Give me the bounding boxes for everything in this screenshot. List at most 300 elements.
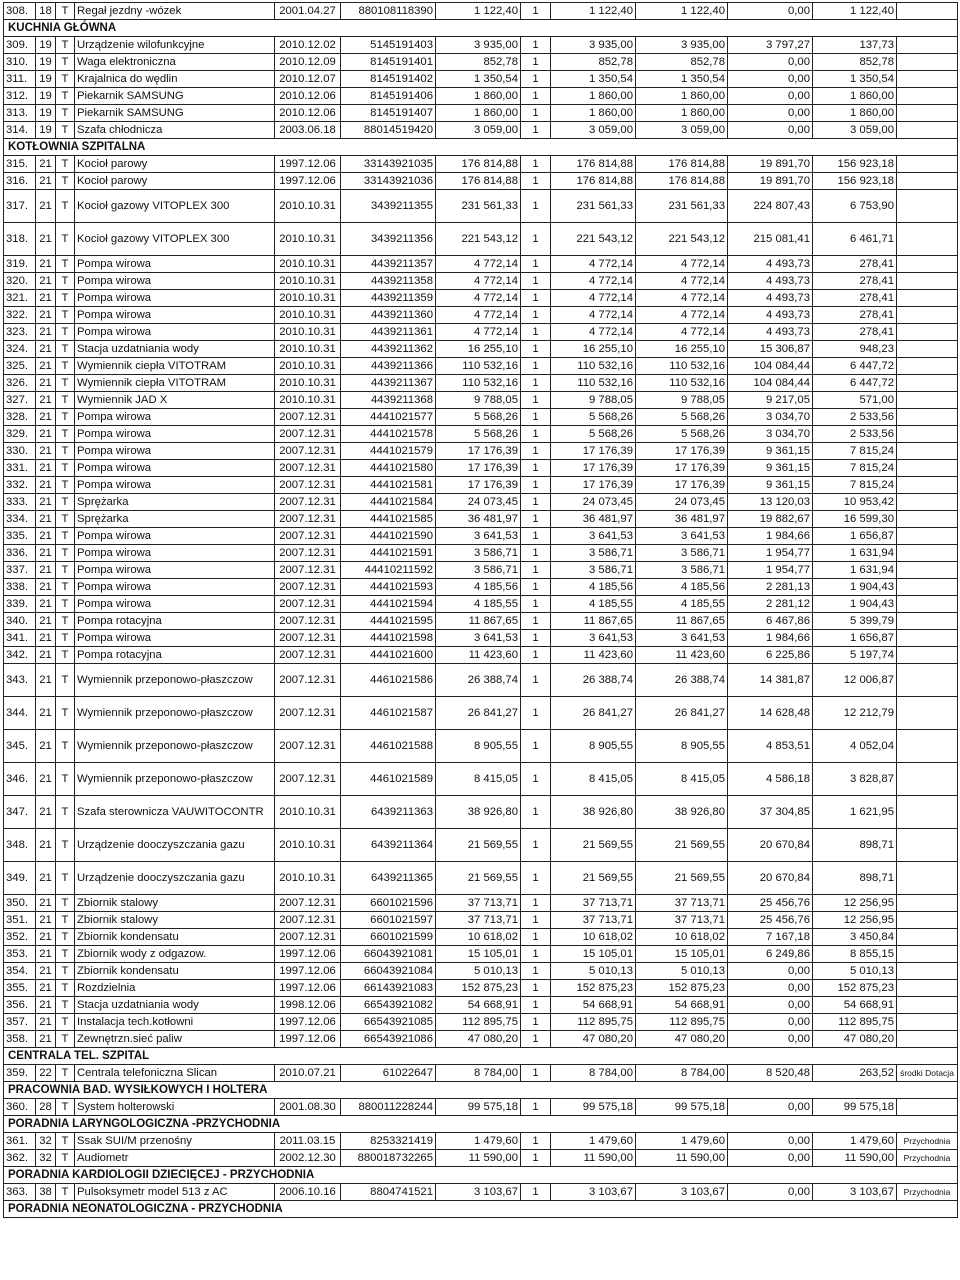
cell-value-2: 5 010,13 [551,963,636,980]
cell-group-code: 19 [36,71,56,88]
cell-group-code: 21 [36,545,56,562]
table-row [4,997,958,1014]
cell-inventory-number: 4439211360 [341,307,436,324]
cell-row-number: 315. [4,156,36,173]
cell-value-2: 4 185,56 [551,579,636,596]
cell-acquisition-date: 2010.12.06 [275,88,341,105]
cell-depreciation: 1 984,66 [728,630,813,647]
table-row [4,477,958,494]
cell-initial-value: 99 575,18 [436,1099,521,1116]
table-row [4,409,958,426]
cell-net-value: 4 052,04 [813,730,897,763]
cell-inventory-number: 4439211357 [341,256,436,273]
cell-acquisition-date: 1998.12.06 [275,997,341,1014]
cell-group-code: 21 [36,1014,56,1031]
cell-row-number: 342. [4,647,36,664]
cell-depreciation: 2 281,13 [728,579,813,596]
cell-asset-name: System holterowski [75,1099,275,1116]
cell-depreciation: 19 882,67 [728,511,813,528]
section-header-row [4,1116,958,1133]
cell-balance-value: 11 590,00 [636,1150,728,1167]
cell-type-code: T [56,562,75,579]
cell-remark [897,173,958,190]
cell-row-number: 319. [4,256,36,273]
cell-balance-value: 3 059,00 [636,122,728,139]
cell-depreciation: 3 797,27 [728,37,813,54]
table-row [4,647,958,664]
cell-net-value: 852,78 [813,54,897,71]
cell-net-value: 12 256,95 [813,912,897,929]
table-row [4,1065,958,1082]
cell-initial-value: 8 784,00 [436,1065,521,1082]
cell-group-code: 21 [36,273,56,290]
table-row [4,664,958,697]
cell-type-code: T [56,796,75,829]
cell-remark [897,664,958,697]
cell-acquisition-date: 2010.10.31 [275,341,341,358]
cell-asset-name: Pompa wirowa [75,324,275,341]
cell-inventory-number: 66043921081 [341,946,436,963]
cell-balance-value: 221 543,12 [636,223,728,256]
cell-inventory-number: 4461021586 [341,664,436,697]
cell-remark [897,409,958,426]
cell-group-code: 21 [36,997,56,1014]
cell-balance-value: 5 568,26 [636,426,728,443]
cell-quantity: 1 [521,730,551,763]
section-header-row [4,1201,958,1218]
cell-net-value: 47 080,20 [813,1031,897,1048]
cell-row-number: 350. [4,895,36,912]
cell-net-value: 54 668,91 [813,997,897,1014]
cell-quantity: 1 [521,88,551,105]
cell-group-code: 21 [36,596,56,613]
cell-row-number: 352. [4,929,36,946]
cell-quantity: 1 [521,156,551,173]
cell-remark [897,912,958,929]
cell-net-value: 99 575,18 [813,1099,897,1116]
cell-type-code: T [56,1031,75,1048]
cell-inventory-number: 3439211356 [341,223,436,256]
cell-value-2: 47 080,20 [551,1031,636,1048]
cell-asset-name: Pompa wirowa [75,307,275,324]
cell-acquisition-date: 1997.12.06 [275,1014,341,1031]
cell-row-number: 359. [4,1065,36,1082]
cell-depreciation: 9 217,05 [728,392,813,409]
cell-balance-value: 9 788,05 [636,392,728,409]
table-row [4,460,958,477]
cell-remark [897,54,958,71]
section-title: KOTŁOWNIA SZPITALNA [4,139,958,156]
cell-net-value: 1 631,94 [813,562,897,579]
cell-value-2: 176 814,88 [551,173,636,190]
cell-acquisition-date: 2010.10.31 [275,358,341,375]
cell-net-value: 5 197,74 [813,647,897,664]
cell-asset-name: Pompa wirowa [75,579,275,596]
cell-remark [897,443,958,460]
cell-asset-name: Zbiornik wody z odgazow. [75,946,275,963]
cell-inventory-number: 4439211362 [341,341,436,358]
cell-depreciation: 8 520,48 [728,1065,813,1082]
cell-type-code: T [56,929,75,946]
cell-quantity: 1 [521,1150,551,1167]
cell-group-code: 22 [36,1065,56,1082]
cell-group-code: 21 [36,980,56,997]
cell-row-number: 344. [4,697,36,730]
cell-group-code: 21 [36,730,56,763]
cell-type-code: T [56,88,75,105]
cell-group-code: 21 [36,929,56,946]
cell-value-2: 221 543,12 [551,223,636,256]
table-row [4,341,958,358]
cell-row-number: 318. [4,223,36,256]
table-row [4,173,958,190]
cell-net-value: 278,41 [813,324,897,341]
cell-balance-value: 4 772,14 [636,307,728,324]
cell-row-number: 347. [4,796,36,829]
cell-group-code: 21 [36,946,56,963]
table-row [4,730,958,763]
section-header-row [4,139,958,156]
cell-balance-value: 10 618,02 [636,929,728,946]
cell-acquisition-date: 2007.12.31 [275,562,341,579]
cell-quantity: 1 [521,511,551,528]
cell-value-2: 38 926,80 [551,796,636,829]
cell-balance-value: 852,78 [636,54,728,71]
cell-value-2: 1 860,00 [551,105,636,122]
cell-remark [897,895,958,912]
cell-quantity: 1 [521,392,551,409]
cell-type-code: T [56,426,75,443]
cell-asset-name: Kocioł gazowy VITOPLEX 300 [75,190,275,223]
cell-balance-value: 3 641,53 [636,630,728,647]
cell-row-number: 326. [4,375,36,392]
cell-group-code: 19 [36,37,56,54]
cell-group-code: 19 [36,88,56,105]
cell-inventory-number: 61022647 [341,1065,436,1082]
cell-quantity: 1 [521,341,551,358]
cell-quantity: 1 [521,358,551,375]
cell-net-value: 3 828,87 [813,763,897,796]
cell-remark [897,156,958,173]
table-row [4,54,958,71]
cell-row-number: 332. [4,477,36,494]
cell-type-code: T [56,156,75,173]
cell-remark [897,647,958,664]
cell-group-code: 21 [36,290,56,307]
cell-initial-value: 54 668,91 [436,997,521,1014]
cell-depreciation: 0,00 [728,88,813,105]
cell-depreciation: 3 034,70 [728,409,813,426]
cell-asset-name: Kocioł parowy [75,156,275,173]
cell-asset-name: Wymiennik ciepła VITOTRAM [75,358,275,375]
cell-remark [897,273,958,290]
cell-inventory-number: 8145191407 [341,105,436,122]
cell-row-number: 320. [4,273,36,290]
cell-asset-name: Wymiennik przeponowo-płaszczow [75,763,275,796]
cell-balance-value: 11 423,60 [636,647,728,664]
cell-balance-value: 26 841,27 [636,697,728,730]
cell-quantity: 1 [521,54,551,71]
cell-balance-value: 38 926,80 [636,796,728,829]
cell-depreciation: 3 034,70 [728,426,813,443]
cell-row-number: 362. [4,1150,36,1167]
cell-inventory-number: 3439211355 [341,190,436,223]
cell-remark [897,324,958,341]
table-row [4,290,958,307]
cell-asset-name: Wymiennik JAD X [75,392,275,409]
table-row [4,1099,958,1116]
cell-balance-value: 152 875,23 [636,980,728,997]
cell-quantity: 1 [521,477,551,494]
cell-initial-value: 1 479,60 [436,1133,521,1150]
cell-depreciation: 4 586,18 [728,763,813,796]
cell-initial-value: 10 618,02 [436,929,521,946]
cell-acquisition-date: 2010.10.31 [275,190,341,223]
cell-type-code: T [56,912,75,929]
cell-remark [897,829,958,862]
cell-initial-value: 4 772,14 [436,324,521,341]
cell-balance-value: 8 415,05 [636,763,728,796]
cell-remark [897,929,958,946]
cell-asset-name: Kocioł gazowy VITOPLEX 300 [75,223,275,256]
table-row [4,324,958,341]
cell-depreciation: 25 456,76 [728,912,813,929]
cell-group-code: 21 [36,862,56,895]
cell-asset-name: Krajalnica do wędlin [75,71,275,88]
cell-depreciation: 0,00 [728,1031,813,1048]
cell-acquisition-date: 2001.04.27 [275,3,341,20]
cell-acquisition-date: 2007.12.31 [275,763,341,796]
cell-acquisition-date: 2007.12.31 [275,647,341,664]
cell-group-code: 21 [36,664,56,697]
cell-group-code: 21 [36,511,56,528]
cell-acquisition-date: 2010.10.31 [275,862,341,895]
cell-asset-name: Regał jezdny -wózek [75,3,275,20]
cell-balance-value: 112 895,75 [636,1014,728,1031]
cell-asset-name: Urządzenie dooczyszczania gazu [75,862,275,895]
cell-inventory-number: 4461021587 [341,697,436,730]
cell-group-code: 21 [36,190,56,223]
cell-type-code: T [56,324,75,341]
cell-group-code: 21 [36,409,56,426]
cell-group-code: 19 [36,105,56,122]
cell-balance-value: 1 122,40 [636,3,728,20]
cell-row-number: 316. [4,173,36,190]
table-row [4,443,958,460]
cell-asset-name: Pompa wirowa [75,477,275,494]
section-header-row [4,20,958,37]
cell-type-code: T [56,460,75,477]
cell-acquisition-date: 2002.12.30 [275,1150,341,1167]
cell-initial-value: 11 590,00 [436,1150,521,1167]
cell-inventory-number: 4441021598 [341,630,436,647]
cell-quantity: 1 [521,3,551,20]
cell-depreciation: 9 361,15 [728,477,813,494]
cell-balance-value: 3 935,00 [636,37,728,54]
cell-type-code: T [56,256,75,273]
section-header-row [4,1048,958,1065]
cell-initial-value: 26 388,74 [436,664,521,697]
table-row [4,1184,958,1201]
cell-value-2: 3 059,00 [551,122,636,139]
cell-acquisition-date: 2011.03.15 [275,1133,341,1150]
cell-value-2: 4 772,14 [551,273,636,290]
cell-initial-value: 110 532,16 [436,375,521,392]
cell-balance-value: 4 772,14 [636,324,728,341]
cell-net-value: 1 621,95 [813,796,897,829]
cell-net-value: 898,71 [813,829,897,862]
cell-value-2: 37 713,71 [551,895,636,912]
cell-value-2: 5 568,26 [551,409,636,426]
cell-remark [897,375,958,392]
cell-asset-name: Pompa wirowa [75,528,275,545]
cell-value-2: 5 568,26 [551,426,636,443]
cell-value-2: 17 176,39 [551,460,636,477]
cell-initial-value: 5 568,26 [436,426,521,443]
cell-balance-value: 3 641,53 [636,528,728,545]
cell-depreciation: 9 361,15 [728,460,813,477]
cell-acquisition-date: 2010.12.06 [275,105,341,122]
table-row [4,358,958,375]
cell-initial-value: 5 010,13 [436,963,521,980]
cell-acquisition-date: 2010.12.09 [275,54,341,71]
cell-asset-name: Piekarnik SAMSUNG [75,105,275,122]
cell-quantity: 1 [521,562,551,579]
cell-type-code: T [56,613,75,630]
cell-depreciation: 20 670,84 [728,862,813,895]
cell-acquisition-date: 2010.10.31 [275,375,341,392]
cell-group-code: 32 [36,1133,56,1150]
cell-group-code: 21 [36,579,56,596]
cell-row-number: 308. [4,3,36,20]
cell-quantity: 1 [521,324,551,341]
cell-group-code: 28 [36,1099,56,1116]
cell-quantity: 1 [521,929,551,946]
inventory-table-body [4,3,958,1218]
cell-value-2: 99 575,18 [551,1099,636,1116]
cell-acquisition-date: 2007.12.31 [275,613,341,630]
cell-inventory-number: 8145191402 [341,71,436,88]
cell-row-number: 360. [4,1099,36,1116]
table-row [4,37,958,54]
cell-remark: środki Dotacja [897,1065,958,1082]
cell-asset-name: Pompa wirowa [75,562,275,579]
cell-inventory-number: 4441021578 [341,426,436,443]
cell-net-value: 6 447,72 [813,358,897,375]
cell-type-code: T [56,494,75,511]
cell-remark [897,980,958,997]
cell-depreciation: 0,00 [728,1099,813,1116]
cell-inventory-number: 4441021600 [341,647,436,664]
cell-asset-name: Pompa wirowa [75,460,275,477]
cell-value-2: 17 176,39 [551,443,636,460]
cell-quantity: 1 [521,829,551,862]
cell-row-number: 358. [4,1031,36,1048]
cell-remark [897,460,958,477]
cell-group-code: 21 [36,477,56,494]
table-row [4,946,958,963]
cell-row-number: 311. [4,71,36,88]
cell-asset-name: Urządzenie wilofunkcyjne [75,37,275,54]
section-title: PORADNIA KARDIOLOGII DZIECIĘCEJ - PRZYCHODNIA [4,1167,958,1184]
cell-depreciation: 4 493,73 [728,290,813,307]
cell-balance-value: 4 772,14 [636,256,728,273]
cell-inventory-number: 4441021577 [341,409,436,426]
cell-initial-value: 17 176,39 [436,477,521,494]
cell-row-number: 355. [4,980,36,997]
cell-balance-value: 8 905,55 [636,730,728,763]
cell-net-value: 137,73 [813,37,897,54]
cell-row-number: 349. [4,862,36,895]
cell-remark [897,963,958,980]
cell-remark [897,190,958,223]
cell-value-2: 11 867,65 [551,613,636,630]
cell-net-value: 8 855,15 [813,946,897,963]
cell-value-2: 54 668,91 [551,997,636,1014]
cell-row-number: 354. [4,963,36,980]
cell-type-code: T [56,375,75,392]
section-title: CENTRALA TEL. SZPITAL [4,1048,958,1065]
cell-inventory-number: 4441021594 [341,596,436,613]
cell-remark [897,697,958,730]
cell-asset-name: Wymiennik ciepła VITOTRAM [75,375,275,392]
cell-net-value: 278,41 [813,256,897,273]
cell-balance-value: 3 103,67 [636,1184,728,1201]
cell-balance-value: 11 867,65 [636,613,728,630]
cell-asset-name: Wymiennik przeponowo-płaszczow [75,697,275,730]
cell-row-number: 330. [4,443,36,460]
cell-row-number: 331. [4,460,36,477]
cell-asset-name: Pompa wirowa [75,596,275,613]
table-row [4,511,958,528]
cell-value-2: 8 415,05 [551,763,636,796]
cell-acquisition-date: 2007.12.31 [275,511,341,528]
cell-initial-value: 4 772,14 [436,273,521,290]
cell-asset-name: Centrala telefoniczna Slican [75,1065,275,1082]
cell-type-code: T [56,697,75,730]
cell-net-value: 152 875,23 [813,980,897,997]
cell-row-number: 351. [4,912,36,929]
cell-depreciation: 37 304,85 [728,796,813,829]
cell-value-2: 1 860,00 [551,88,636,105]
cell-inventory-number: 880108118390 [341,3,436,20]
cell-remark [897,494,958,511]
cell-quantity: 1 [521,630,551,647]
cell-net-value: 7 815,24 [813,477,897,494]
cell-value-2: 852,78 [551,54,636,71]
table-row [4,613,958,630]
cell-inventory-number: 4441021581 [341,477,436,494]
cell-depreciation: 15 306,87 [728,341,813,358]
cell-balance-value: 37 713,71 [636,895,728,912]
cell-row-number: 335. [4,528,36,545]
cell-acquisition-date: 2006.10.16 [275,1184,341,1201]
cell-row-number: 310. [4,54,36,71]
cell-initial-value: 4 772,14 [436,307,521,324]
cell-depreciation: 2 281,12 [728,596,813,613]
cell-net-value: 6 461,71 [813,223,897,256]
cell-depreciation: 0,00 [728,980,813,997]
cell-type-code: T [56,3,75,20]
cell-acquisition-date: 2007.12.31 [275,426,341,443]
section-title: PRACOWNIA BAD. WYSIŁKOWYCH I HOLTERA [4,1082,958,1099]
cell-balance-value: 3 586,71 [636,545,728,562]
cell-quantity: 1 [521,664,551,697]
cell-net-value: 5 010,13 [813,963,897,980]
cell-group-code: 21 [36,528,56,545]
cell-group-code: 21 [36,324,56,341]
cell-group-code: 21 [36,256,56,273]
